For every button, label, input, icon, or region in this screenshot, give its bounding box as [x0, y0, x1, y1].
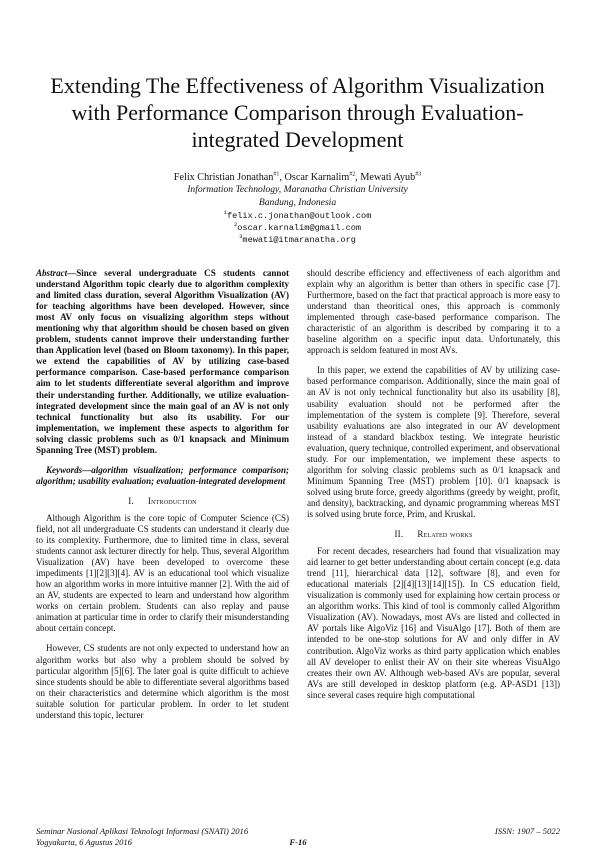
affiliation — [40, 184, 555, 209]
author-mark: #2 — [349, 171, 356, 178]
author-name: Felix Christian Jonathan — [173, 172, 274, 183]
affiliation-institution: Information Technology, Maranatha Christian University — [187, 184, 408, 195]
email-entry[interactable] — [40, 210, 555, 222]
email-entry[interactable] — [40, 222, 555, 234]
keywords: Keywords—algorithm visualization; performance comparison; algorithm; usability evaluation; evaluation-integrated development — [36, 464, 289, 486]
footer-conference: Seminar Nasional Aplikasi Teknologi Informasi (SNATi) 2016 — [36, 826, 249, 836]
email-mark: 3 — [239, 233, 243, 241]
section-number: I. — [128, 495, 134, 506]
section-heading-introduction — [36, 496, 289, 507]
section-title: Introduction — [147, 495, 197, 506]
author-name: Mewati Ayub — [360, 172, 416, 183]
body-paragraph: In this paper, we extend the capabilities of AV by utilizing case-based performance comparison. Additionally, since the main goal of an AV is not only technical functionality but also its usability [8], usability evaluation should not be performed after the implementation of the system is complete [9]. Therefore, several usability evaluations are also integrated in our AV development instead of a standard blackbox testing. We integrate heuristic evaluation, query technique, controlled experiment, and observational study. For our implementation, we implement these aspects to algorithm for solving classic problems such as 0/1 knapsack and Minimum Spanning Tree (MST) problem [10]. 0/1 knapsack is solved using brute force, greedy algorithms (greedy by weight, profit, and density), backtracking, and dynamic programming whereas MST is solved using brute force, Prim, and Kruskal. — [307, 365, 560, 519]
section-heading-related-works — [307, 529, 560, 540]
section-title: Related works — [417, 529, 473, 540]
footer-issn: ISSN: 1907 – 5022 — [494, 826, 560, 836]
email-mark: 1 — [223, 209, 227, 217]
email-address: oscar.karnalim@gmail.com — [237, 223, 362, 233]
email-mark: 2 — [233, 221, 238, 229]
footer-place-date: Yogyakarta, 6 Agustus 2016 — [36, 837, 132, 847]
author-mark: #1 — [273, 171, 280, 178]
body-paragraph: However, CS students are not only expected to understand how an algorithm works but also why a problem should be solved by particular algorithm [5][6]. The later goal is quite difficult to achieve since students should be able to differentiate several algorithms based on their characteristics and determine which algorithm is the most suitable solution for particular problem. In order to let student understand this topic, lecturer — [36, 643, 289, 720]
email-list — [40, 210, 555, 246]
body-paragraph: For recent decades, researchers had found that visualization may aid learner to get better understanding about certain concept (e.g. data trend [11], hierarchical data [12], software [8], and even for educational materials [2][4][13][14][15]). In CS education field, visualization is commonly used for explaining how certain process or an algorithm works. This kind of tool is commonly called Algorithm Visualization (AV). Nowadays, most AVs are listed and collected in AV portals like AlgoViz [16] and VisuAlgo [17]. Both of them are intended to be one-stop solutions for AV and only differ in AV contribution. AlgoViz works as third party application which enables all AV developer to enlist their AV on their site whereas VisuAlgo creates their own AV. Although web-based AVs are popular, several AVs are still developed in desktop platform (e.g. AP-ASD1 [13]) since several cases require high computational — [307, 546, 560, 700]
author-mark: #3 — [415, 171, 422, 178]
abstract — [36, 268, 289, 456]
affiliation-location: Bandung, Indonesia — [258, 196, 337, 208]
author-name: Oscar Karnalim — [284, 172, 350, 183]
page-number: F-16 — [289, 837, 307, 847]
right-column — [307, 268, 560, 710]
email-address: mewati@itmaranatha.org — [242, 235, 356, 245]
paper-title: Extending The Effectiveness of Algorithm Visualization with Performance Comparison through Evaluation-integrated Development — [50, 73, 545, 152]
email-entry[interactable] — [40, 234, 555, 246]
abstract-text: —Since several undergraduate CS students cannot understand Algorithm topic clearly due to algorithm complexity and limited class duration, several Algorithm Visualization (AV) for teaching algorithms have been developed. However, since most AV only focus on visualizing algorithm steps without mentioning why that algorithm should be chosen based on given problem, students cannot improve their understanding further than Application level (based on Bloom taxonomy). In this paper, we extend the capabilities of AV by utilizing case-based performance comparison. Case-based performance comparison aim to let students differentiate several algorithm and improve their understanding further. Additionally, we utilize evaluation-integrated development since the main goal of an AV is not only technical functionality but also its usability. For our implementation, we implement these aspects to algorithm for solving classic problems such as 0/1 knapsack and Minimum Spanning Tree (MST) problem. — [36, 268, 289, 455]
author-line: Felix Christian Jonathan$^{\#1}$, Oscar Karnalim$^{\#2}$, Mewati Ayub$^{\#3}$ — [173, 171, 422, 183]
body-paragraph: Although Algorithm is the core topic of Computer Science (CS) field, not all undergraduate CS students can understand it clearly due to its complexity. Furthermore, due to limited time in class, several students cannot ask lecturer directly for help. Thus, several Algorithm Visualization (AV) have been developed to overcome these impediments [1][2][3][4]. AV is an educational tool which visualize how an algorithm works in more intuitive manner [2]. With the aid of an AV, students are expected to learn and understand how algorithm works on certain problem. Students can also replay and pause animation at particular time in order to clarify their misunderstanding about certain concept. — [36, 512, 289, 634]
section-number: II. — [394, 529, 404, 540]
email-address: felix.c.jonathan@outlook.com — [226, 211, 372, 221]
body-paragraph: should describe efficiency and effectiveness of each algorithm and explain why an algorithm is better than others in specific case [7]. Furthermore, based on the fact that practical approach is more easy to understand than theoritical ones, this approach is commonly implemented through case-based performance comparison. The characteristic of an algorithm is described by comparing it to a baseline algorithm on a specific input data. Unfortunately, this approach is seldom featured in most AVs. — [307, 268, 560, 356]
abstract-lead: Abstract — [36, 268, 68, 278]
left-column — [36, 268, 289, 730]
